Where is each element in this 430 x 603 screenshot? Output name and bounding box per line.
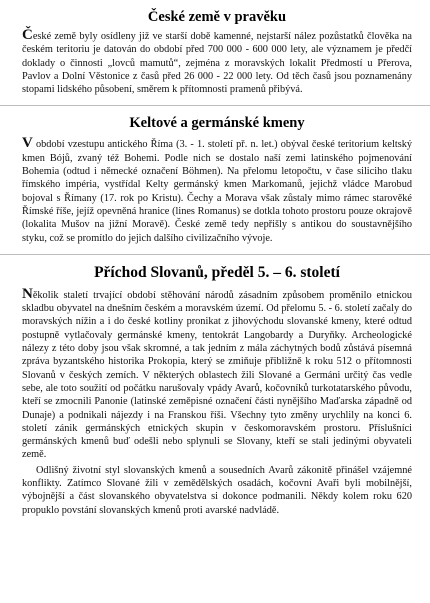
section-celts xyxy=(22,114,412,244)
section-title: České země v pravěku xyxy=(147,9,287,25)
section-paragraph xyxy=(22,285,412,462)
section-slavs xyxy=(22,263,412,517)
section-paragraph-2: Odlišný životní styl slovanských kmenů a sousedních Avarů zákonitě přinášel vzájemné konflikty. Zatímco Slované žili v zemědělských osadách, kočovní Avaři byli mobilnější, výbojnější a část slovanského obyvatelstva si dokonce podmanili. Někdy kolem roku 620 propuklo povstání slovanských kmenů proti avarské nadvládě. xyxy=(22,464,412,516)
section-title: Příchod Slovanů, předěl 5. – 6. století xyxy=(94,263,340,281)
drop-cap: V xyxy=(22,135,33,152)
section-divider xyxy=(0,254,430,255)
section-paragraph xyxy=(22,137,412,244)
drop-cap: Č xyxy=(22,27,33,43)
paragraph-text: období vzestupu antického Říma (3. - 1. století př. n. let.) obýval české teritorium keltský kmen Bójů, zvaný též Bohemi. Podle nich se dostalo naší zemi latinského pojmenování Bohemia (odtud i německé označení Böhmen). Na přelomu letopočtu, v čase siliciho tlaku římského impéria, vystřídal Kelty germánský kmen Markomanů, jejichž vládce Marobud bojoval s Římany (17. rok po Kristu). Čechy a Morava však zůstaly mimo rámec starověké Římské říše, jejíž opevněná hranice (lines Romanus) se dotkla tohoto prostoru pouze okrajově (lokalita Mušov na jižní Moravě). České země tedy nepřišly s antikou do soustavnějšího styku, což se promítlo do jejich dalšího civilizačního vývoje. xyxy=(22,139,412,244)
drop-cap: N xyxy=(22,285,33,302)
section-paragraph xyxy=(22,29,412,96)
section-divider xyxy=(0,105,430,106)
section-title: Keltové a germánské kmeny xyxy=(129,115,305,132)
section-prehistory xyxy=(22,8,412,96)
paragraph-text: ěkolik staletí trvající období stěhování národů zásadním způsobem proměnilo etnickou skladbu obyvatel na dnešním českém a moravském území. Od přelomu 5. - 6. století začaly do moravských nížin a i do české kotliny pronikat z jihovýchodu slovanské kmeny, které odtud postupně vytlačovaly germánské kmeny, tentokrát Langobardy a Duryňky. Archeologické nálezy z této doby jsou však skromné, a tak jedním z mála záchytných bodů zůstává písemná zpráva byzantského historika Prokopia, který se zmiňuje přibližně k roku 512 o přítomnosti Slovanů v českých zemích. V některých oblastech žili Slované a Germáni určitý čas vedle sebe, ale toto soužití od počátku narušovaly vpády Avarů, kočovníků turkotatarského původu, kteří se zmocnili Panonie (latinské zeměpisné označení části nynějšího Maďarska západně od Dunaje) a podnikali nájezdy i na Franskou říši. Všechny tyto změny urychlily na konci 6. století zánik germánských etnických skupin v českomoravském prostoru. Příslušníci germánských kmenů buď odešli nebo splynuli se Slovany, kteří se stali jedinými obyvateli země. xyxy=(22,289,412,461)
paragraph-text: eské země byly osídleny již ve starší době kamenné, nejstarší nález pozůstatků člověka na českém teritoriu je datován do období před 700 000 - 600 000 lety, ale významem je předčí doklady o činnosti „lovců mamutů“, zejména z moravských lokalit Předmostí u Přerova, Pavlov a Dolní Věstonice z časů před 26 000 - 22 000 lety. Od těch časů jsou poznamenány stopami lidského působení, směrem k přítomnosti pramenů přibývá. xyxy=(22,31,412,96)
